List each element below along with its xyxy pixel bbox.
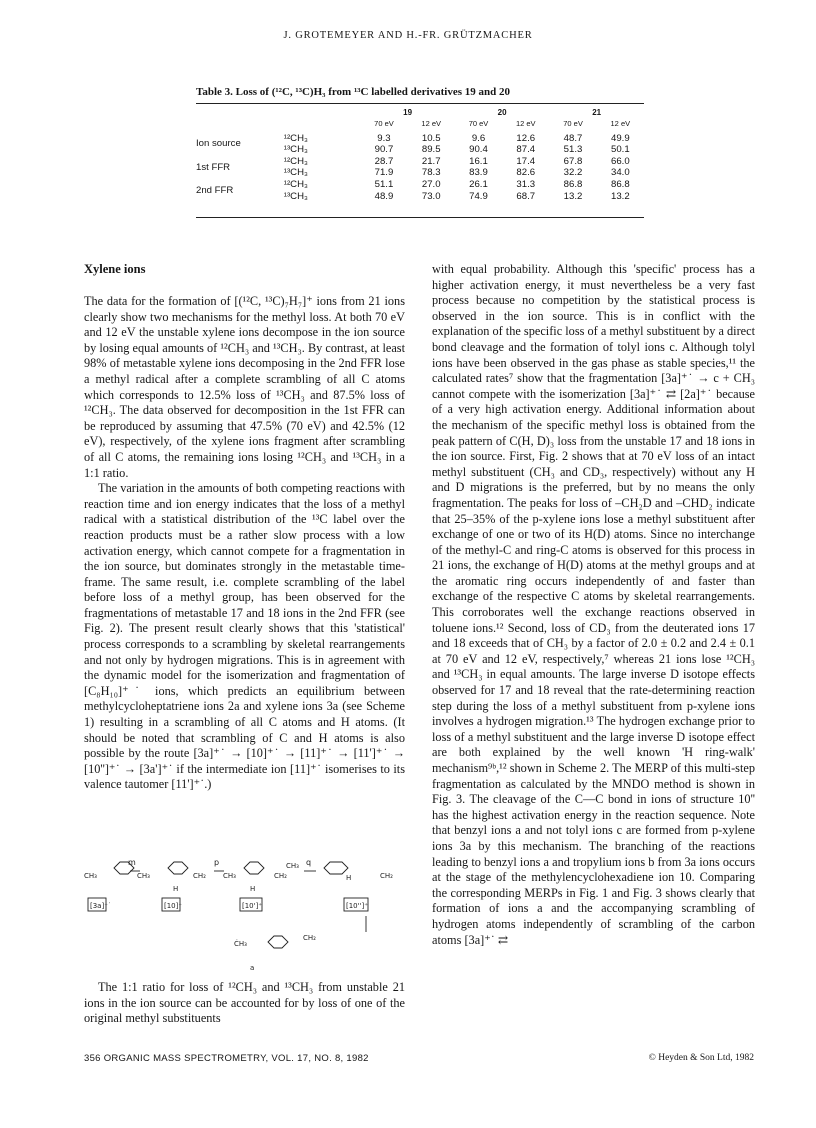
scheme-group-label: CH₃ (223, 872, 236, 880)
table-cell: 51.1 (374, 178, 394, 190)
group-label: 2nd FFR (196, 184, 234, 196)
left-column-bottom (84, 980, 405, 1027)
running-head: J. GROTEMEYER AND H.-FR. GRÜTZMACHER (283, 30, 533, 41)
paragraph: The data for the formation of [(¹²C, ¹³C)₇H₇]⁺ ions from 21 ions clearly show two mechanisms for the methyl loss. At both 70 eV and 12 eV the unstable xylene ions decompose in the ion source by losing equal amounts of ¹²CH₃ and ¹³CH₃. By contrast, at least 98% of metastable xylene ions decomposing in the 2nd FFR lose a methyl radical after a complete scrambling of all C atoms which corresponds to 12.5% loss of ¹³CH₃ and 87.5% loss of ¹²CH₃. The data observed for decomposition in the 1st FFR can be reproduced by assuming that 47.5% (70 eV) and 42.5% (12 eV), respectively, of the xylene ions fragment after scrambling of all C atoms, the remaining ions losing ¹²CH₃ and ¹³CH₃ in a 1:1 ratio. (84, 294, 405, 480)
table-cell: 31.3 (516, 178, 536, 190)
group-label: Ion source (196, 138, 241, 150)
scheme-ion-label: [10]⁺ (164, 902, 183, 910)
table-cell: 86.8 (610, 178, 630, 190)
table-cell: 49.9 (610, 132, 630, 144)
species-label: ¹²CH₃ (283, 132, 308, 144)
table-cell: 74.9 (469, 190, 488, 202)
table-cell: 73.0 (421, 190, 441, 202)
scheme-1-diagram (84, 848, 405, 972)
compound-label: 21 (592, 108, 602, 117)
table-row (196, 133, 644, 145)
paragraph: The 1:1 ratio for loss of ¹²CH₃ and ¹³CH₃ from unstable 21 ions in the ion source can be accounted for by loss of one of the original methyl substituents (84, 980, 405, 1026)
scheme-group-label: CH₂ (303, 934, 316, 942)
table-cell: 27.0 (421, 178, 441, 190)
species-label: ¹³CH₃ (283, 167, 308, 179)
table-cell: 21.7 (421, 155, 441, 167)
table-compound-row (196, 108, 644, 118)
scheme-ion-label: [10']⁺ (242, 902, 262, 910)
energy-header: 12 eV (421, 119, 442, 128)
table-top-rule (196, 103, 644, 104)
table-cell: 83.9 (469, 167, 488, 179)
paragraph: The variation in the amounts of both competing reactions with reaction time and ion energy indicates that the loss of a methyl radical with a statistical distribution of the ¹³C label over the reaction products must be a rather slow process with a low activation energy, which cannot compete for a fragmentation in the ion source, but dominates strongly in the metastable time-frame. The same result, i.e. complete scrambling of the label before loss of a methyl group, has been observed for the fragmentations of metastable 17 and 18 ions in the 2nd FFR (see Fig. 2). The present result clearly shows that this 'statistical' process corresponds to a scrambling by skeletal rearrangements and not only by hydrogen migrations. This is in agreement with the dynamic model for the isomerization and fragmentation of [C₈H₁₀]⁺˙ ions, which predicts an equilibrium between methylcycloheptatriene ions 2a and xylene ions 3a (see Scheme 1) resulting in a scrambling of all C atoms and H atoms. (It should be noted that scrambling of C and H atoms is also possible by the route [3a]⁺˙ → [10]⁺˙ → [11]⁺˙ → [11']⁺˙ → [10'']⁺˙ → [3a']⁺˙ if the intermediate ion [11]⁺˙ isomerises to its valence tautomer [11']⁺˙.) (84, 481, 406, 792)
table-cell: 9.6 (471, 132, 486, 144)
table-cell: 32.2 (563, 167, 583, 179)
scheme-group-label: CH₂ (193, 872, 206, 880)
table-cell: 90.7 (374, 144, 394, 156)
footer-journal: 356 ORGANIC MASS SPECTROMETRY, VOL. 17, NO. 8, 1982 (84, 1053, 369, 1064)
table-cell: 13.2 (610, 190, 630, 202)
scheme-group-label: a (250, 964, 255, 972)
scheme-group-label: H (250, 885, 256, 893)
table-caption: Table 3. Loss of (¹²C, ¹³C)H₃ from ¹³C labelled derivatives 19 and 20 (196, 86, 510, 98)
table-energy-row (196, 118, 644, 130)
table-cell: 34.0 (610, 167, 630, 179)
table-cell: 28.7 (374, 155, 394, 167)
table-cell: 87.4 (516, 144, 536, 156)
group-label: 1st FFR (196, 161, 231, 173)
table-cell: 66.0 (610, 155, 630, 167)
species-label: ¹²CH₃ (283, 178, 308, 190)
species-label: ¹²CH₃ (283, 155, 308, 167)
left-column-top (84, 294, 405, 793)
table-cell: 26.1 (469, 178, 488, 190)
compound-label: 20 (497, 108, 507, 117)
table-cell: 86.8 (563, 178, 583, 190)
table-cell: 50.1 (610, 144, 630, 156)
compound-label: 19 (403, 108, 413, 117)
scheme-group-label: H (346, 874, 352, 882)
scheme-ion-label: [3a]⁺˙ (90, 902, 112, 910)
footer-copyright: © Heyden & Son Ltd, 1982 (648, 1053, 754, 1063)
scheme-group-label: CH₃ (84, 872, 97, 880)
table-cell: 16.1 (469, 155, 488, 167)
benzene-ring (244, 862, 264, 874)
table-cell: 78.3 (421, 167, 441, 179)
table-cell: 82.6 (516, 167, 536, 179)
benzene-ring (324, 862, 348, 874)
energy-header: 70 eV (563, 119, 583, 128)
table-cell: 17.4 (516, 155, 536, 167)
paragraph: with equal probability. Although this 'specific' process has a higher activation energy, it must nevertheless be a very fast process because no competition by the statistical process is observed in the ion source. This is in conflict with the explanation of the specific loss of a methyl substituent by a direct bond cleavage and the formation of tolyl ions c. Although tolyl ions have been observed in the gas phase as stable species,¹¹ the calculated rates⁷ show that the fragmentation [3a]⁺˙ → c + CH₃ cannot compete with the isomerization [3a]⁺˙ ⇄ [2a]⁺˙ because of a very high activation energy. Additional information about the mechanism of the specific methyl loss is obtained from the peak pattern of C(H, D)₃ loss from the unstable 17 and 18 ions in the ion source. First, Fig. 2 shows that at 70 eV loss of an intact methyl substituent (CH₃ and CD₃, respectively) without any H and D migrations is the preferred, but by no means the only fragmentation. The peaks for loss of –CH₂D and –CHD₂ indicate that 25–35% of the p-xylene ions lose a methyl substituent after exchange of one or two of its H(D) atoms. Since no interchange of the methyl-C and ring-C atoms is observed for this process in 21 ions, the exchange of H(D) atoms at the methyl groups and at the aromatic ring occurs independently of and faster than exchange of the respective C atoms by skeletal rearrangements. This corroborates well the exchange reactions observed in toluene ions.¹² Second, loss of CD₃ from the deuterated ions 17 and 18 exceeds that of CH₃ by a factor of 2.0 ± 0.2 and 2.4 ± 0.1 at 70 eV and 12 eV, respectively,⁷ whereas 21 ions lose ¹²CH₃ and ¹³CH₃ in equal amounts. The large inverse D isotope effects observed for 17 and 18 reveal that the rate-determining reaction step during the loss of a methyl substituent from p-xylene ions involves a hydrogen migration.¹³ The hydrogen exchange prior to loss of a methyl substituent and the large inverse D isotope effect are both explained by the well known 'H ring-walk' mechanism⁹ᵇ,¹² shown in Scheme 2. The MERP of this multi-step fragmentation as calculated by the MNDO method is shown in Fig. 3. The cleavage of the C—C bond in ions of structure 10'' has the highest activation energy in the reaction sequence. Note that benzyl ions a and not tolyl ions c are formed from p-xylene ions 3a by this mechanism. The branching of the reactions leading to benzyl ions a and tropylium ions b from 3a ions occurs at the stage of the methylencyclohexadiene ion 10. Comparing the corresponding MERPs in Fig. 1 and Fig. 3 shows clearly that formation of ions a and the accompanying scrambling of hydrogen atoms independently of scrambling of the carbon atoms [3a]⁺˙ ⇄ (432, 262, 755, 947)
scheme-ion-label: [10'']⁺ (346, 902, 368, 910)
scheme-arrow-label: q (306, 858, 312, 867)
data-table (196, 108, 644, 202)
right-column (432, 262, 755, 948)
table-cell: 12.6 (516, 132, 536, 144)
table-cell: 10.5 (421, 132, 441, 144)
table-row (196, 179, 644, 191)
table-cell: 67.8 (563, 155, 583, 167)
table-cell: 48.9 (374, 190, 394, 202)
energy-header: 70 eV (468, 119, 489, 128)
energy-header: 12 eV (610, 119, 631, 128)
table-cell: 68.7 (516, 190, 536, 202)
energy-header: 12 eV (515, 119, 536, 128)
table-cell: 71.9 (374, 167, 394, 179)
scheme-group-label: CH₂ (274, 872, 287, 880)
scheme-group-label: ĊH₃ (234, 940, 247, 948)
table-row (196, 156, 644, 168)
scheme-group-label: CH₃ (137, 872, 150, 880)
scheme-group-label: CH₂ (380, 872, 393, 880)
table-cell: 13.2 (563, 190, 583, 202)
species-label: ¹³CH₃ (283, 190, 308, 202)
species-label: ¹³CH₃ (283, 144, 308, 156)
benzene-ring (268, 936, 288, 948)
scheme-group-label: H (173, 885, 179, 893)
energy-header: 70 eV (374, 119, 394, 128)
scheme-arrow-label: p (214, 858, 220, 867)
table-cell: 89.5 (421, 144, 441, 156)
table-bottom-rule (196, 217, 644, 218)
scheme-arrow-label: m (128, 858, 136, 867)
table-cell: 90.4 (469, 144, 488, 156)
table-cell: 51.3 (563, 144, 583, 156)
scheme-group-label: CH₃ (286, 862, 299, 870)
table-cell: 9.3 (377, 132, 391, 144)
benzene-ring (168, 862, 188, 874)
section-heading: Xylene ions (84, 262, 146, 276)
table-cell: 48.7 (563, 132, 583, 144)
